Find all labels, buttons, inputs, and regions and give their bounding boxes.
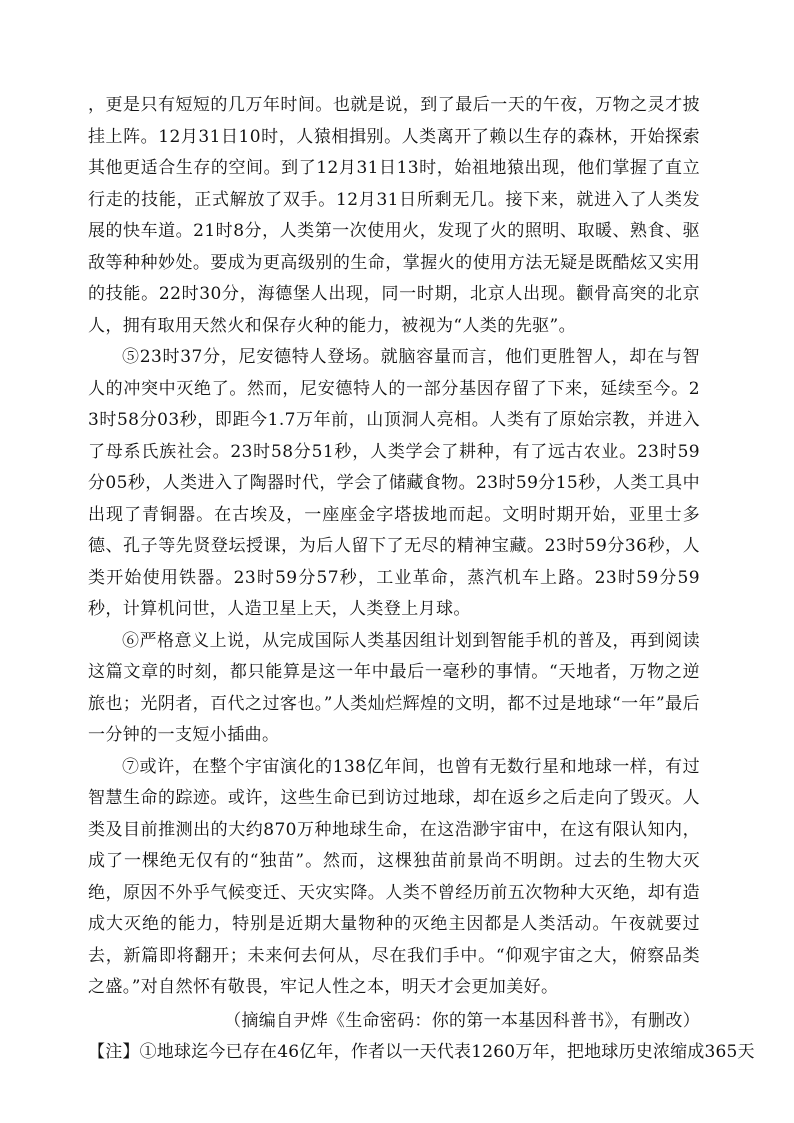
paragraph-6: ⑥严格意义上说，从完成国际人类基因组计划到智能手机的普及，再到阅读这篇文章的时刻，都只能算是这一年中最后一毫秒的事情。“天地者，万物之逆旅也；光阴者，百代之过客也。”人类灿烂辉煌的文明，都不过是地球“一年”最后一分钟的一支短小插曲。	[88, 630, 700, 745]
document-page	[88, 90, 755, 1069]
paragraph-7: ⑦或许，在整个宇宙演化的138亿年间，也曾有无数行星和地球一样，有过智慧生命的踪迹。或许，这些生命已到访过地球，却在返乡之后走向了毁灭。人类及目前推测出的大约870万种地球生命，在这浩渺宇宙中，在这有限认知内，成了一棵绝无仅有的“独苗”。然而，这棵独苗前景尚不明朗。过去的生物大灭绝，原因不外乎气候变迁、天灾实降。人类不曾经历前五次物种大灭绝，却有造成大灭绝的能力，特别是近期大量物种的灭绝主因都是人类活动。午夜就要过去，新篇即将翻开；未来何去何从，尽在我们手中。“仰观宇宙之大，俯察品类之盛。”对自然怀有敬畏，牢记人性之本，明天才会更加美好。	[88, 756, 700, 997]
paragraph-intro-continuation: ，更是只有短短的几万年时间。也就是说，到了最后一天的午夜，万物之灵才披挂上阵。12月31日10时，人猿相揖别。人类离开了赖以生存的森林，开始探索其他更适合生存的空间。到了12月31日13时，始祖地猿出现，他们掌握了直立行走的技能，正式解放了双手。12月31日所剩无几。接下来，就进入了人类发展的快车道。21时8分，人类第一次使用火，发现了火的照明、取暖、熟食、驱敌等种种妙处。要成为更高级别的生命，掌握火的使用方法无疑是既酷炫又实用的技能。22时30分，海德堡人出现，同一时期，北京人出现。颧骨高突的北京人，拥有取用天然火和保存火种的能力，被视为“人类的先驱”。	[88, 95, 700, 336]
paragraph-5: ⑤23时37分，尼安德特人登场。就脑容量而言，他们更胜智人，却在与智人的冲突中灭绝了。然而，尼安德特人的一部分基因存留了下来，延续至今。23时58分03秒，即距今1.7万年前，山顶洞人亮相。人类有了原始宗教，并进入了母系氏族社会。23时58分51秒，人类学会了耕种，有了远古农业。23时59分05秒，人类进入了陶器时代，学会了储藏食物。23时59分15秒，人类工具中出现了青铜器。在古埃及，一座座金字塔拔地而起。文明时期开始，亚里士多德、孔子等先贤登坛授课，为后人留下了无尽的精神宝藏。23时59分36秒，人类开始使用铁器。23时59分57秒，工业革命，蒸汽机车上路。23时59分59秒，计算机问世，人造卫星上天，人类登上月球。	[88, 347, 700, 619]
source-citation: （摘编自尹烨《生命密码：你的第一本基因科普书》，有删改）	[224, 1010, 700, 1031]
footnote: 【注】①地球迄今已存在46亿年，作者以一天代表1260万年，把地球历史浓缩成365天	[88, 1042, 755, 1062]
